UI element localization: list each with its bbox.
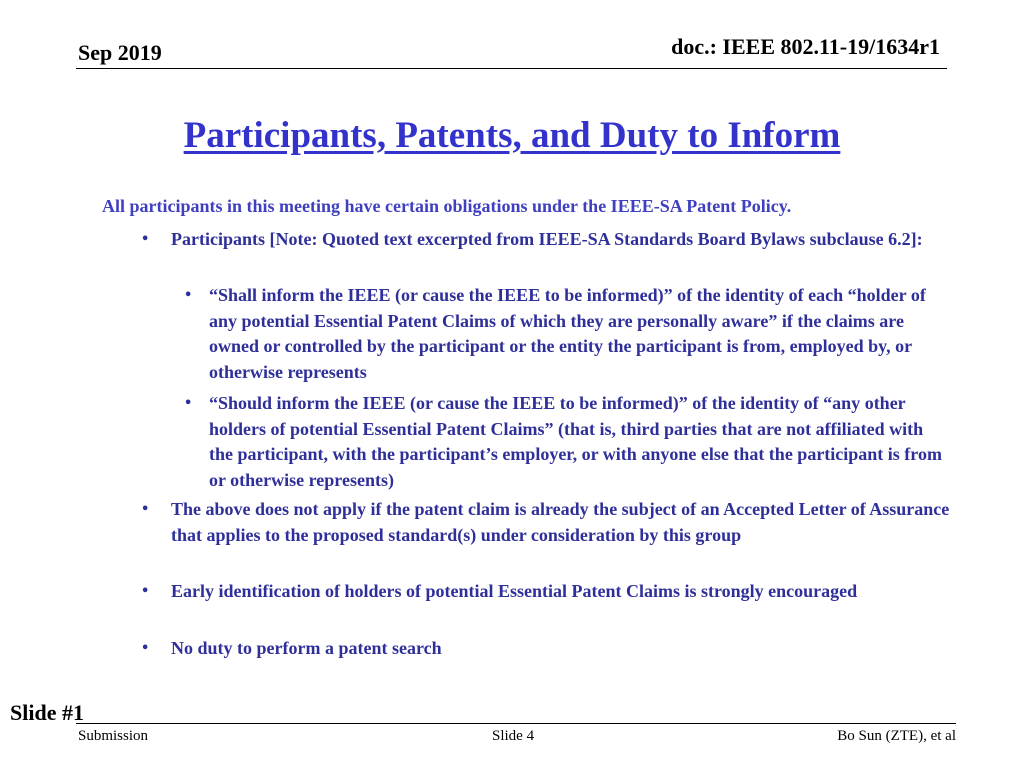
bullet-dot-icon: •	[141, 584, 150, 599]
bullet-should-inform	[184, 391, 949, 493]
slide-title: Participants, Patents, and Duty to Inform	[183, 115, 841, 156]
bullet-text: Participants [Note: Quoted text excerpted from IEEE-SA Standards Board Bylaws subclause 6.2]:	[171, 229, 923, 249]
bullet-text: “Shall inform the IEEE (or cause the IEEE to be informed)” of the identity of each “holder of any potential Essential Patent Claims of which they are personally aware” if the claims are owned or controlled by the participant or the entity the participant is from, employed by, or otherwise represents	[209, 285, 926, 382]
bullet-text: “Should inform the IEEE (or cause the IEEE to be informed)” of the identity of “any other holders of potential Essential Patent Claims” (that is, third parties that are not affiliated with the participant, with the participant’s employer, or with anyone else that the participant is from or otherwise represents)	[209, 393, 942, 490]
bullet-no-duty	[141, 636, 961, 662]
bullet-dot-icon: •	[141, 641, 150, 656]
bullet-text: No duty to perform a patent search	[171, 638, 442, 658]
header-date: Sep 2019	[78, 40, 162, 65]
bullet-early-identification	[141, 579, 961, 605]
footer-author: Bo Sun (ZTE), et al	[837, 728, 956, 744]
bullet-dot-icon: •	[184, 396, 193, 411]
bullet-loa-exception	[141, 497, 961, 548]
header-divider	[76, 68, 947, 69]
footer-slide-number: Slide 4	[492, 728, 535, 744]
bullet-shall-inform	[184, 283, 949, 385]
bullet-dot-icon: •	[141, 232, 150, 247]
slide-number-label: Slide #1	[10, 700, 84, 725]
header-doc-id: doc.: IEEE 802.11-19/1634r1	[671, 34, 940, 59]
intro-text: All participants in this meeting have certain obligations under the IEEE-SA Patent Policy.	[102, 196, 792, 216]
bullet-participants	[141, 227, 961, 253]
bullet-dot-icon: •	[184, 288, 193, 303]
footer-divider	[76, 723, 956, 724]
bullet-text: Early identification of holders of potential Essential Patent Claims is strongly encouraged	[171, 581, 858, 601]
bullet-dot-icon: •	[141, 502, 150, 517]
bullet-text: The above does not apply if the patent claim is already the subject of an Accepted Letter of Assurance that applies to the proposed standard(s) under consideration by this group	[171, 499, 950, 545]
footer-submission: Submission	[78, 728, 149, 744]
